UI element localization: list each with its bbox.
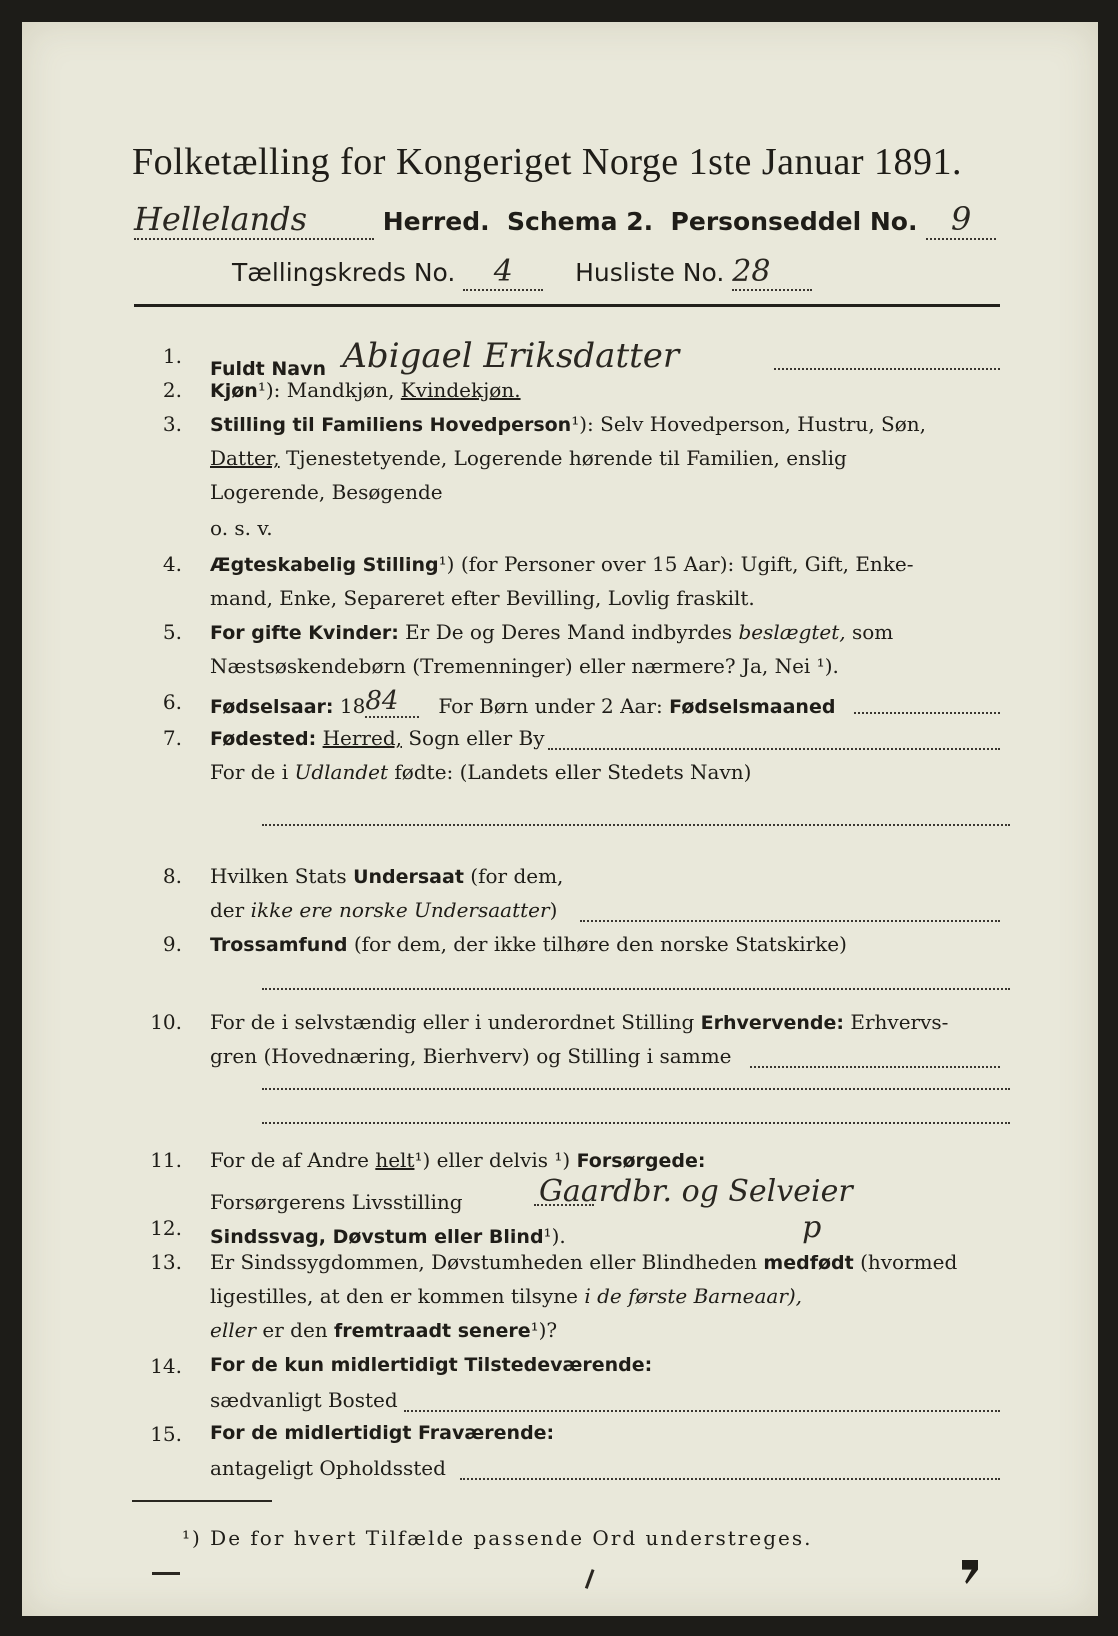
q3-options-line2: Tjenestetyende, Logerende hørende til Familien, enslig <box>285 446 847 470</box>
tellingskreds-row <box>232 254 812 291</box>
q14-line2: sædvanligt Bosted <box>210 1388 398 1412</box>
q11-occupation-value: Gaardbr. og Selveier <box>538 1174 853 1209</box>
q3-number: 3. <box>162 412 182 436</box>
tellingskreds-label: Tællingskreds No. <box>232 258 456 287</box>
q8-number: 8. <box>162 864 182 888</box>
q11-line2: Forsørgerens Livsstilling <box>210 1190 463 1214</box>
q8-fill-line <box>580 920 1000 922</box>
q8-label: Hvilken Stats <box>210 864 347 888</box>
q11-option-helt: helt <box>375 1148 415 1172</box>
q7-blank-line <box>262 824 1010 826</box>
q13-line1-a: Er Sindssygdommen, Døvstumheden eller Blindheden <box>210 1250 758 1274</box>
q2-option-male: Mandkjøn, <box>286 378 395 402</box>
q9-blank-line <box>262 988 1010 990</box>
q14-label: For de kun midlertidigt Tilstedeværende: <box>210 1354 653 1376</box>
q6-fill-line <box>854 712 1000 714</box>
q13-line3-c: ¹)? <box>530 1318 558 1342</box>
q11-line1-b: ¹) eller delvis ¹) <box>414 1148 571 1172</box>
personseddel-label: Personseddel No. <box>670 207 918 236</box>
q13-line3-bold: fremtraadt senere <box>334 1320 531 1342</box>
q7-option-herred: Herred, <box>322 726 402 750</box>
husliste-value: 28 <box>732 254 812 291</box>
q4-options-line1: (for Personer over 15 Aar): Ugift, Gift, Enke- <box>460 552 914 576</box>
q10-fill-line <box>750 1066 1000 1068</box>
q7-label: Fødested: <box>210 728 317 750</box>
q3-footnote-mark: ¹): <box>571 412 594 436</box>
q12-label: Sindssvag, Døvstum eller Blind <box>210 1226 544 1248</box>
q6-label3: Fødselsmaaned <box>669 696 836 718</box>
stray-mark-left <box>152 1572 180 1575</box>
q6-number: 6. <box>162 690 182 714</box>
personseddel-value: 9 <box>926 200 996 240</box>
q10-line2: gren (Hovednæring, Bierhverv) og Stilling i samme <box>210 1044 732 1068</box>
q10-line1-b: Erhvervs- <box>850 1010 949 1034</box>
q3-options-line1: Selv Hovedperson, Hustru, Søn, <box>600 412 927 436</box>
q13-line2-italic: i de første Barneaar), <box>584 1284 803 1308</box>
q1-name-value: Abigael Eriksdatter <box>342 336 680 376</box>
q7-rest: Sogn eller By <box>408 726 545 750</box>
q14-number: 14. <box>150 1354 182 1378</box>
q5-line2: Næstsøskendebørn (Tremenninger) eller nærmere? Ja, Nei ¹). <box>210 654 839 678</box>
form-title: Folketælling for Kongeriget Norge 1ste Januar 1891. <box>132 141 963 183</box>
q2-number: 2. <box>162 378 182 402</box>
q10-blank-line-2 <box>262 1122 1010 1124</box>
q15-label: For de midlertidigt Fraværende: <box>210 1422 555 1444</box>
q9-rest: (for dem, der ikke tilhøre den norske Statskirke) <box>353 932 847 956</box>
schema-label: Schema 2. <box>507 207 654 236</box>
stray-mark-center <box>585 1569 600 1591</box>
q7-fill-line <box>548 748 1000 750</box>
q2-option-female: Kvindekjøn. <box>400 378 521 402</box>
q15-number: 15. <box>150 1422 182 1446</box>
q7-number: 7. <box>162 726 182 750</box>
q13-bold: medfødt <box>763 1252 854 1274</box>
q4-options-line2: mand, Enke, Separeret efter Bevilling, Lovlig fraskilt. <box>210 586 755 610</box>
q8-bold: Undersaat <box>353 866 464 888</box>
q11-bold: Forsørgede: <box>576 1150 706 1172</box>
q9-label: Trossamfund <box>210 934 348 956</box>
q7-line2-italic: Udlandet <box>294 760 389 784</box>
q9-number: 9. <box>162 932 182 956</box>
q6-year-value: 84 <box>365 686 419 718</box>
q8-line2-a: der <box>210 898 245 922</box>
q10-number: 10. <box>150 1010 182 1034</box>
q3-label: Stilling til Familiens Hovedperson <box>210 414 572 436</box>
q3-options-line4: o. s. v. <box>210 516 273 540</box>
census-form-sheet <box>22 22 1098 1616</box>
q13-line3-italic: eller <box>210 1318 257 1342</box>
q8-line2-italic: ikke ere norske Undersaatter <box>250 898 550 922</box>
q13-number: 13. <box>150 1250 182 1274</box>
q12-footnote-mark: ¹). <box>543 1224 566 1248</box>
q3-options-line3: Logerende, Besøgende <box>210 480 443 504</box>
q10-line1-a: For de i selvstændig eller i underordnet Stilling <box>210 1010 695 1034</box>
husliste-label: Husliste No. <box>575 258 725 287</box>
q8-rest: (for dem, <box>470 864 564 888</box>
q11-line1-a: For de af Andre <box>210 1148 369 1172</box>
q10-bold: Erhvervende: <box>700 1012 845 1034</box>
q6-year-prefix: 18 <box>339 694 366 718</box>
q11-number: 11. <box>150 1148 182 1172</box>
footnote: ¹) De for hvert Tilfælde passende Ord understreges. <box>182 1526 813 1550</box>
q14-fill-line <box>404 1410 1000 1412</box>
q1-fill-line <box>774 368 1000 370</box>
q15-fill-line <box>460 1478 1000 1480</box>
stray-mark-right <box>962 1560 978 1584</box>
q5-label: For gifte Kvinder: <box>210 622 399 644</box>
q13-line3-a: er den <box>262 1318 328 1342</box>
q10-blank-line-1 <box>262 1088 1010 1090</box>
q6-label2: For Børn under 2 Aar: <box>438 694 663 718</box>
q4-number: 4. <box>162 552 182 576</box>
q8-line2-b: ) <box>549 898 558 922</box>
q6-label: Fødselsaar: <box>210 696 334 718</box>
q12-number: 12. <box>150 1216 182 1240</box>
q13-line1-b: (hvormed <box>860 1250 958 1274</box>
q13-line2-a: ligestilles, at den er kommen tilsyne <box>210 1284 578 1308</box>
q4-label: Ægteskabelig Stilling <box>210 554 439 576</box>
tellingskreds-value: 4 <box>463 254 543 291</box>
q5-text-italic: beslægtet, <box>738 620 846 644</box>
q12-handwritten-mark: p <box>802 1210 822 1245</box>
q1-number: 1. <box>162 344 182 368</box>
q1-label: Fuldt Navn <box>210 358 327 380</box>
q2-label: Kjøn <box>210 380 258 402</box>
header-divider <box>134 304 1000 307</box>
q11-fill-line <box>534 1204 594 1206</box>
footnote-divider <box>132 1500 272 1502</box>
herred-row <box>134 200 996 240</box>
q5-text-b: som <box>852 620 894 644</box>
q7-line2-b: fødte: (Landets eller Stedets Navn) <box>394 760 752 784</box>
q3-option-datter: Datter, <box>210 446 280 470</box>
herred-value: Hellelands <box>134 200 374 240</box>
q7-line2-a: For de i <box>210 760 289 784</box>
q5-text-a: Er De og Deres Mand indbyrdes <box>405 620 733 644</box>
q2-footnote-mark: ¹): <box>257 378 281 402</box>
q4-footnote-mark: ¹) <box>438 552 455 576</box>
herred-label: Herred. <box>382 207 490 236</box>
q5-number: 5. <box>162 620 182 644</box>
q15-line2: antageligt Opholdssted <box>210 1456 446 1480</box>
